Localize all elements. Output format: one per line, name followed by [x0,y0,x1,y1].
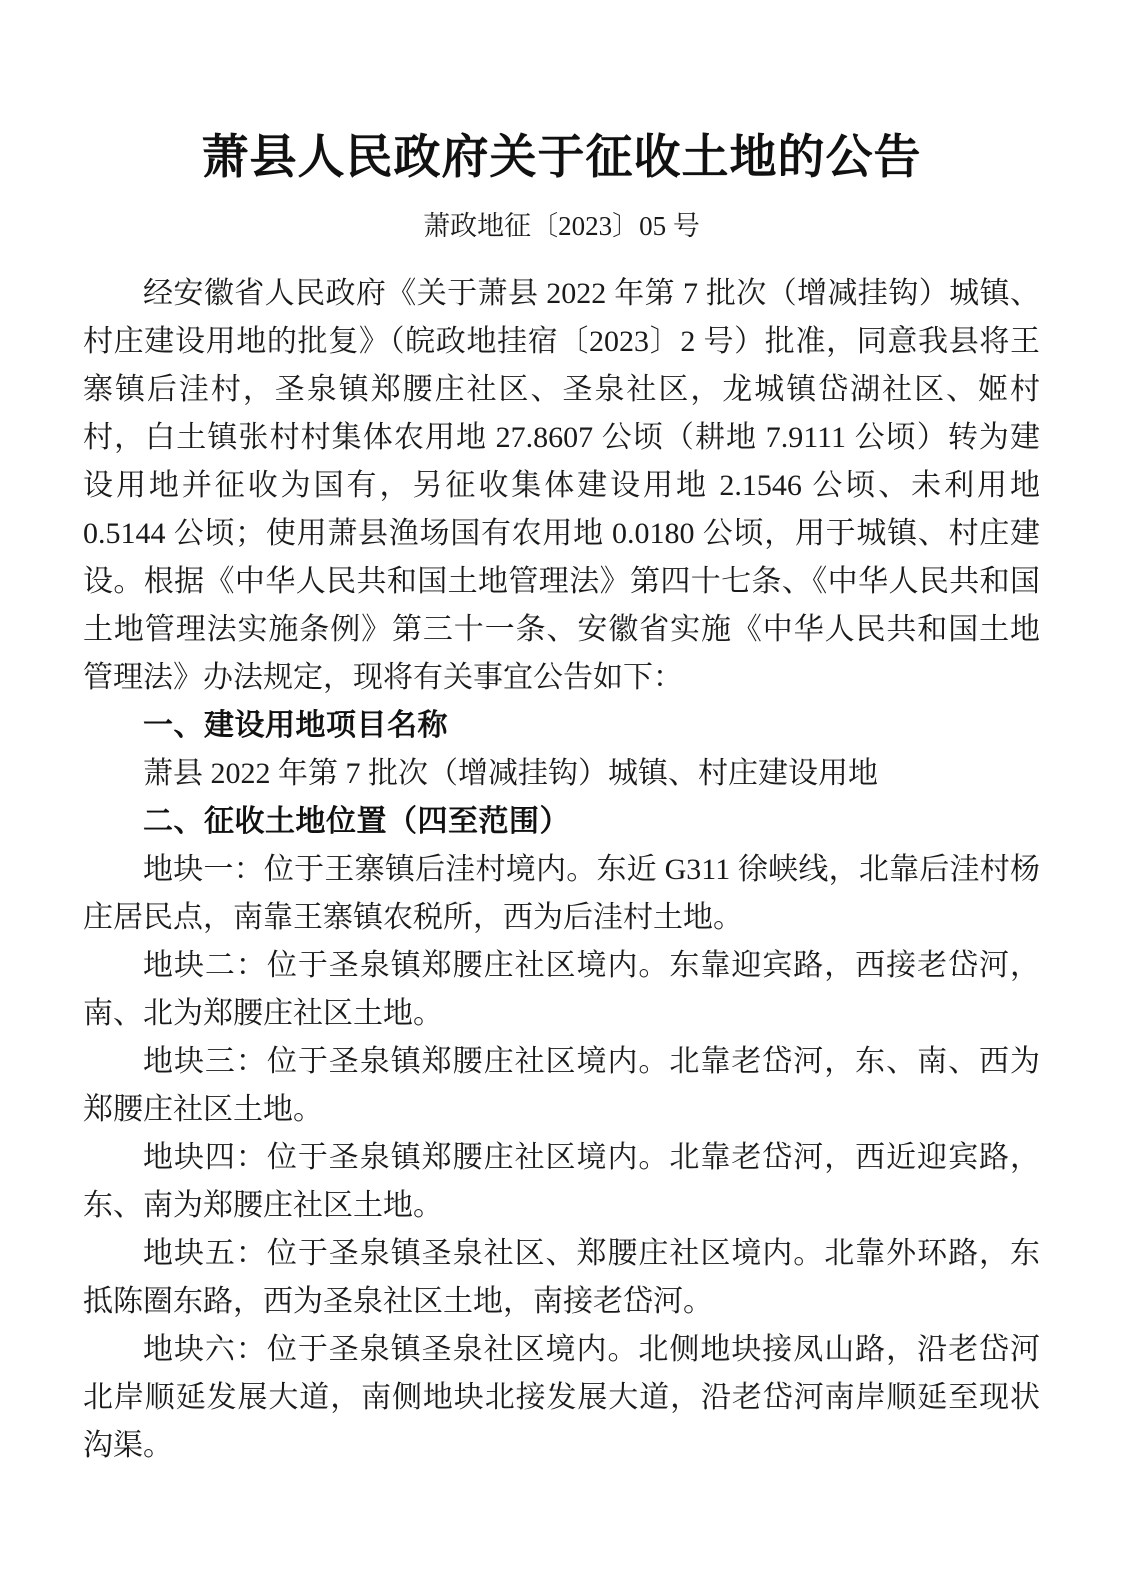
plot-paragraph-4: 地块四：位于圣泉镇郑腰庄社区境内。北靠老岱河，西近迎宾路，东、南为郑腰庄社区土地。 [83,1141,1040,1222]
page-title: 萧县人民政府关于征收土地的公告 [201,132,922,184]
plot-paragraph-6: 地块六：位于圣泉镇圣泉社区境内。北侧地块接凤山路，沿老岱河北岸顺延发展大道，南侧地块北接发展大道，沿老岱河南岸顺延至现状沟渠。 [83,1333,1040,1462]
document-body [83,270,1040,1470]
section-2-heading: 二、征收土地位置（四至范围） [143,805,570,838]
plot-paragraph-5: 地块五：位于圣泉镇圣泉社区、郑腰庄社区境内。北靠外环路，东抵陈圈东路，西为圣泉社区土地，南接老岱河。 [83,1237,1040,1318]
plot-paragraph-2: 地块二：位于圣泉镇郑腰庄社区境内。东靠迎宾路，西接老岱河，南、北为郑腰庄社区土地。 [83,949,1040,1030]
section-1-body: 萧县 2022 年第 7 批次（增减挂钩）城镇、村庄建设用地 [143,757,878,790]
plot-paragraph-1: 地块一：位于王寨镇后洼村境内。东近 G311 徐峡线，北靠后洼村杨庄居民点，南靠王寨镇农税所，西为后洼村土地。 [83,853,1040,934]
doc-number: 萧政地征〔2023〕05 号 [423,211,700,241]
intro-paragraph: 经安徽省人民政府《关于萧县 2022 年第 7 批次（增减挂钩）城镇、村庄建设用地的批复》（皖政地挂宿〔2023〕2 号）批准，同意我县将王寨镇后洼村，圣泉镇郑腰庄社区、圣泉社区，龙城镇岱湖社区、姬村村，白土镇张村村集体农用地 27.8607 公顷（耕地 7.9111 公顷）转为建设用地并征收为国有，另征收集体建设用地 2.1546 公顷、未利用地 0.5144 公顷；使用萧县渔场国有农用地 0.0180 公顷，用于城镇、村庄建设。根据《中华人民共和国土地管理法》第四十七条、《中华人民共和国土地管理法实施条例》第三十一条、安徽省实施《中华人民共和国土地管理法》办法规定，现将有关事宜公告如下： [83,277,1040,694]
plot-paragraph-3: 地块三：位于圣泉镇郑腰庄社区境内。北靠老岱河，东、南、西为郑腰庄社区土地。 [83,1045,1040,1126]
section-1-heading: 一、建设用地项目名称 [143,709,448,742]
